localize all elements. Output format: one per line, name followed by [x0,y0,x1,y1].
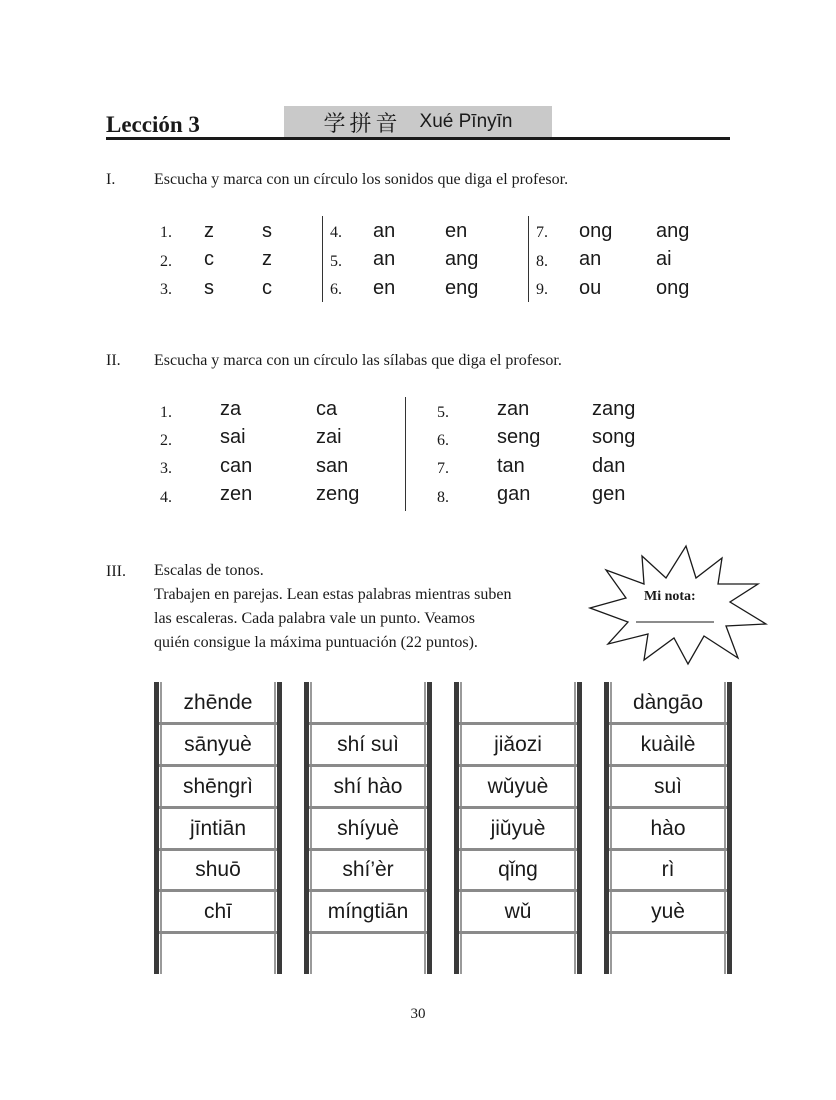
section-3-line: quién consigue la máxima puntuación (22 puntos). [154,634,478,651]
ladder-word: hào [650,817,686,840]
option[interactable]: seng [497,426,541,448]
title-banner [284,106,552,138]
section-3-line: Trabajen en parejas. Lean estas palabras mientras suben [154,586,512,603]
option[interactable]: tan [497,455,525,477]
item-number: 9. [536,281,548,298]
section-2-number: II. [106,352,121,369]
section-2-instruction: Escucha y marca con un círculo las sílabas que diga el profesor. [154,352,562,369]
option[interactable]: s [262,220,272,242]
ladder-word: jiǔyuè [490,817,546,840]
header-rule [106,137,730,140]
ladder-word: suì [653,775,682,798]
item-number: 8. [437,489,449,506]
item-number: 2. [160,432,172,449]
item-number: 7. [536,224,548,241]
option[interactable]: ai [656,248,672,270]
ladder-word [459,933,577,974]
item-number: 1. [160,404,172,421]
item-number: 6. [330,281,342,298]
item-number: 7. [437,460,449,477]
option[interactable]: gen [592,483,626,505]
option[interactable]: en [373,277,396,299]
section-1-instruction: Escucha y marca con un círculo los sonidos que diga el profesor. [154,171,569,188]
ladder-word: yuè [651,900,685,923]
item-number: 5. [330,253,342,270]
option[interactable]: ang [445,248,479,270]
item-number: 3. [160,281,172,298]
option[interactable]: c [204,248,214,270]
ladder-word [459,682,577,723]
item-number: 8. [536,253,548,270]
item-number: 6. [437,432,449,449]
ladder-rail [727,682,732,974]
ladder-word: shí’èr [342,858,394,881]
option[interactable]: ang [656,220,690,242]
section-1-number: I. [106,171,116,188]
option[interactable]: an [579,248,602,270]
option[interactable]: z [262,248,272,270]
ladder-word: wǔyuè [487,775,549,798]
option[interactable]: an [373,248,396,270]
option[interactable]: song [592,426,636,448]
title-hanzi: 学拼音 [323,111,402,137]
option[interactable]: ou [579,277,602,299]
option[interactable]: dan [592,455,626,477]
divider [322,216,323,302]
option[interactable]: gan [497,483,531,505]
ladder-word: sānyuè [184,733,252,756]
ladder-word: wǔ [504,900,532,923]
ladder-word: shuō [195,858,241,881]
option[interactable]: can [220,455,253,477]
lesson-title: Lección 3 [106,112,200,137]
ladder-word [309,682,427,723]
option[interactable]: zen [220,483,253,505]
option[interactable]: zai [316,426,342,448]
ladder-word [159,933,277,974]
divider [405,397,406,511]
option[interactable]: c [262,277,272,299]
score-label: Mi nota: [644,589,696,604]
ladder-word: shí suì [337,733,399,756]
option[interactable]: za [220,398,242,420]
ladder-word: shíyuè [337,817,399,840]
ladder-word [609,933,727,974]
section-3-title: Escalas de tonos. [154,562,264,579]
item-number: 2. [160,253,172,270]
option[interactable]: eng [445,277,479,299]
ladder-word: dàngāo [632,691,704,714]
ladder-word: qǐng [498,858,538,881]
option[interactable]: ong [579,220,613,242]
divider [528,216,529,302]
item-number: 3. [160,460,172,477]
option[interactable]: z [204,220,214,242]
item-number: 5. [437,404,449,421]
page-number: 30 [410,1006,426,1022]
option[interactable]: zan [497,398,530,420]
ladder-word: míngtiān [327,900,409,923]
option[interactable]: ca [316,398,338,420]
ladder-rail [277,682,282,974]
option[interactable]: ong [656,277,690,299]
ladder-rail [577,682,582,974]
ladder-word: jīntiān [189,817,247,840]
section-3-line: las escaleras. Cada palabra vale un punto. Veamos [154,610,475,627]
option[interactable]: sai [220,426,246,448]
ladder-word: shēngrì [182,775,254,798]
item-number: 1. [160,224,172,241]
ladder-word: jiǎozi [494,733,542,756]
item-number: 4. [160,489,172,506]
ladder-word [309,933,427,974]
ladder-word: zhēnde [183,691,253,714]
option[interactable]: an [373,220,396,242]
ladder-word: kuàilè [640,733,696,756]
title-pinyin: Xué Pīnyīn [419,111,513,132]
ladder-word: rì [661,858,675,881]
option[interactable]: san [316,455,349,477]
item-number: 4. [330,224,342,241]
ladder-word: chī [203,900,232,923]
option[interactable]: s [204,277,214,299]
section-3-number: III. [106,563,126,580]
option[interactable]: en [445,220,468,242]
option[interactable]: zang [592,398,636,420]
ladder-rail [427,682,432,974]
ladder-word: shí hào [333,775,403,798]
option[interactable]: zeng [316,483,360,505]
